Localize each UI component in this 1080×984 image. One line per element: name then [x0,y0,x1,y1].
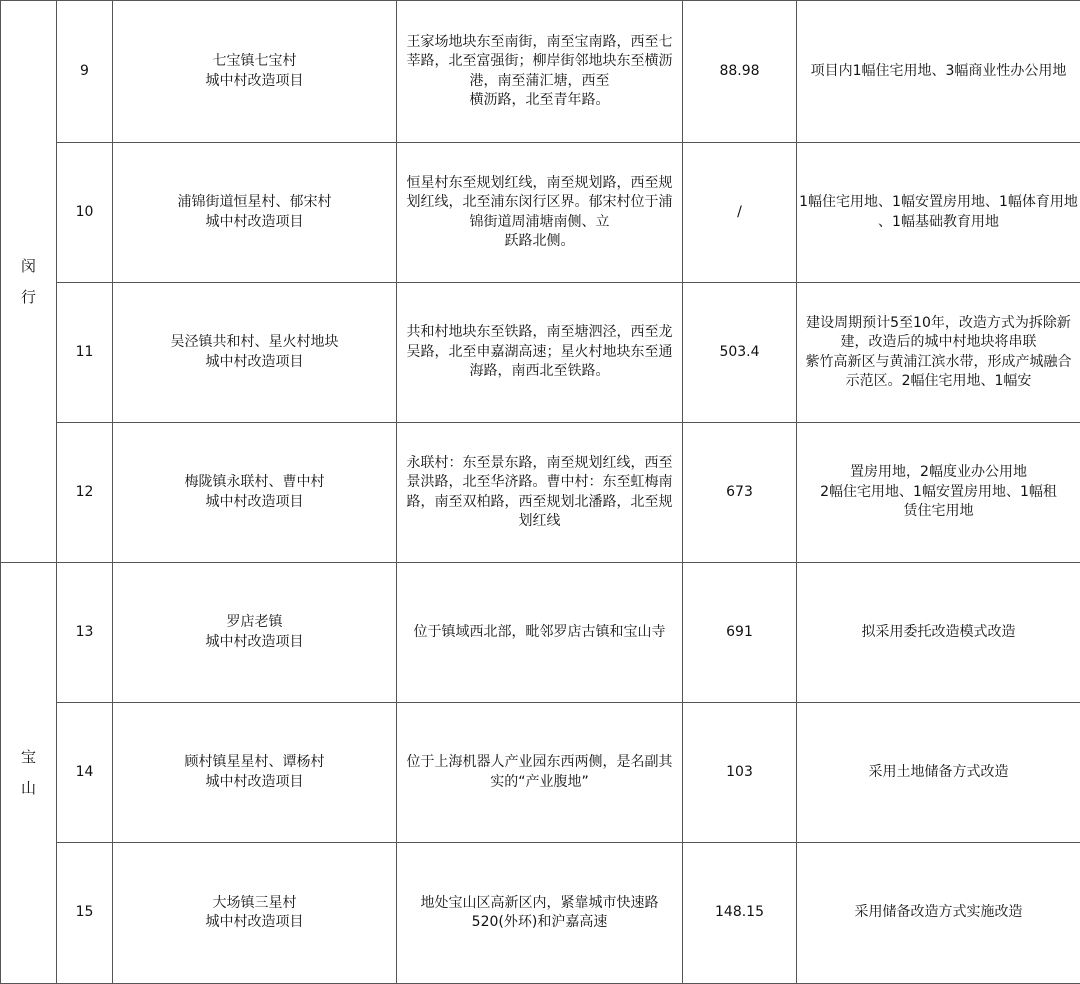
project-name-cell: 顾村镇星星村、谭杨村 城中村改造项目 [113,703,397,843]
area-cell: 503.4 [683,283,797,423]
note-cell: 项目内1幅住宅用地、3幅商业性办公用地 [797,1,1080,143]
note-cell: 置房用地，2幅度业办公用地 2幅住宅用地、1幅安置房用地、1幅租 赁住宅用地 [797,423,1080,563]
note-cell: 建设周期预计5至10年，改造方式为拆除新 建，改造后的城中村地块将串联 紫竹高新区与黄浦江滨水带，形成产城融合 示范区。2幅住宅用地、1幅安 [797,283,1080,423]
note-cell: 采用储备改造方式实施改造 [797,843,1080,984]
table-row [1,703,1080,843]
table-row [1,563,1080,703]
location-cell: 位于上海机器人产业园东西两侧，是名副其 实的“产业腹地” [397,703,683,843]
note-cell: 1幅住宅用地、1幅安置房用地、1幅体育用地 、1幅基础教育用地 [797,143,1080,283]
table-row [1,423,1080,563]
area-cell: 673 [683,423,797,563]
project-name-cell: 梅陇镇永联村、曹中村 城中村改造项目 [113,423,397,563]
row-number-cell: 10 [57,143,113,283]
location-cell: 恒星村东至规划红线，南至规划路，西至规 划红线，北至浦东闵行区界。郁宋村位于浦 锦街道周浦塘南侧、立 跃路北侧。 [397,143,683,283]
row-number-cell: 9 [57,1,113,143]
district-cell: 闵 行 [1,1,57,563]
note-cell: 采用土地储备方式改造 [797,703,1080,843]
row-number-cell: 14 [57,703,113,843]
table-row [1,283,1080,423]
project-name-cell: 七宝镇七宝村 城中村改造项目 [113,1,397,143]
area-cell: / [683,143,797,283]
project-name-cell: 吴泾镇共和村、星火村地块 城中村改造项目 [113,283,397,423]
location-cell: 王家场地块东至南街，南至宝南路，西至七 莘路，北至富强街；柳岸街邻地块东至横沥 港，南至蒲汇塘，西至 横沥路，北至青年路。 [397,1,683,143]
location-cell: 永联村：东至景东路，南至规划红线，西至 景洪路，北至华济路。曹中村：东至虹梅南 路，南至双柏路，西至规划北潘路，北至规 划红线 [397,423,683,563]
project-name-cell: 浦锦街道恒星村、郁宋村 城中村改造项目 [113,143,397,283]
area-cell: 88.98 [683,1,797,143]
table-row [1,143,1080,283]
area-cell: 691 [683,563,797,703]
row-number-cell: 11 [57,283,113,423]
location-cell: 位于镇域西北部，毗邻罗店古镇和宝山寺 [397,563,683,703]
row-number-cell: 12 [57,423,113,563]
location-cell: 共和村地块东至铁路，南至塘泗泾，西至龙 吴路，北至申嘉湖高速；星火村地块东至通 海路，南西北至铁路。 [397,283,683,423]
project-name-cell: 罗店老镇 城中村改造项目 [113,563,397,703]
district-cell: 宝 山 [1,563,57,984]
row-number-cell: 13 [57,563,113,703]
location-cell: 地处宝山区高新区内，紧靠城市快速路 520(外环)和沪嘉高速 [397,843,683,984]
row-number-cell: 15 [57,843,113,984]
table-row [1,1,1080,143]
project-name-cell: 大场镇三星村 城中村改造项目 [113,843,397,984]
area-cell: 148.15 [683,843,797,984]
table-row [1,843,1080,984]
area-cell: 103 [683,703,797,843]
note-cell: 拟采用委托改造模式改造 [797,563,1080,703]
